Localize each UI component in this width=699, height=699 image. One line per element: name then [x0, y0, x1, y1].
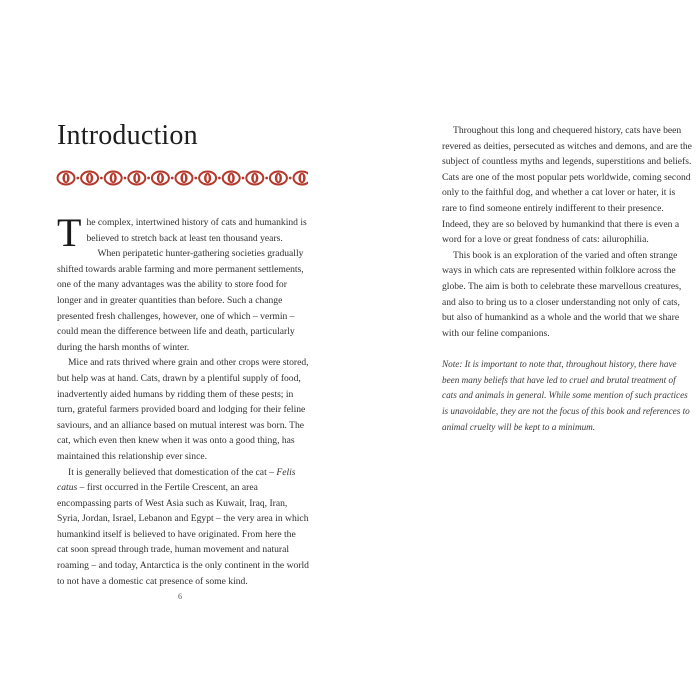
ornament-dot — [147, 177, 150, 180]
drop-cap: T — [57, 210, 82, 255]
right-paragraph-1: Throughout this long and chequered history, cats have been revered as deities, persecuted as witches and demons, and are the subject of countless myths and legends, superstitions and beliefs. Cats are one of the most popular pets worldwide, coming second only to the faithful dog, and whether a cat lover or hater, it is rare to find someone entirely indifferent to their presence. Indeed, they are so beloved by humankind that there is even a word for a love or great fondness of cats: ailurophilia. — [442, 125, 692, 246]
cat-eye-pupil — [112, 174, 114, 181]
cat-eye-pupil — [89, 174, 91, 181]
paragraph-1 — [57, 210, 309, 255]
left-column — [57, 210, 309, 589]
ornament-dot — [218, 177, 221, 180]
editorial-note: Note: It is important to note that, throughout history, there have been many beliefs that have led to cruel and brutal treatment of cats and animals in general. While some mention of such practices is unavoidable, they are not the focus of this book and references to animal cruelty will be kept to a minimum. — [442, 359, 690, 432]
cat-eye-pupil — [207, 174, 209, 181]
ornament-dot — [289, 177, 292, 180]
species-name: Felis catus — [57, 466, 296, 494]
cat-eye-pupil — [301, 174, 303, 181]
cat-eye-pupil — [277, 174, 279, 181]
page-number: 6 — [178, 592, 182, 601]
cat-eye-ornament — [56, 168, 308, 188]
chapter-title: Introduction — [57, 120, 198, 151]
ornament-dot — [124, 177, 127, 180]
ornament-dot — [76, 177, 79, 180]
cat-eye-pupil — [183, 174, 185, 181]
paragraph-2: When peripatetic hunter-gathering societies gradually shifted towards arable farming and more permanent settlements, one of the many advantages was the ability to store food for longer and in greater quantities than before. Such a change presented fresh challenges, however, one of which – vermin – could mean the difference between life and death, particularly during the harsh months of winter. — [57, 248, 304, 353]
right-paragraph-2: This book is an exploration of the varied and often strange ways in which cats are represented within folklore across the globe. The aim is both to celebrate these marvellous creatures, and also to bring us to a closer understanding not only of cats, but also of humankind as a whole and the world that we share with our feline companions. — [442, 249, 682, 339]
ornament-dot — [265, 177, 268, 180]
cat-eye-pupil — [159, 174, 161, 181]
paragraph-4-suffix: – first occurred in the Fertile Crescent, an area encompassing parts of West Asia such as Kuwait, Iraq, Iran, Syria, Jordan, Israel, Lebanon and Egypt – the very area in which humankind itself is believed to have originated. From here the cat soon spread through trade, human movement and natural roaming – and today, Antarctica is the only continent in the world to not have a domestic cat presence of some kind. — [57, 482, 309, 587]
paragraph-1-text: he complex, intertwined history of cats and humankind is believed to stretch back at least ten thousand years. — [86, 217, 307, 244]
paragraph-4 — [57, 465, 309, 590]
ornament-dot — [171, 177, 174, 180]
cat-eye-pupil — [136, 174, 138, 181]
ornament-dot — [194, 177, 197, 180]
paragraph-4-prefix: It is generally believed that domestication of the cat – — [68, 466, 277, 478]
paragraph-3: Mice and rats thrived where grain and other crops were stored, but help was at hand. Cats, drawn by a plentiful supply of food, inadvertently aided humans by ridding them of these pests; in turn, grateful farmers provided board and lodging for their feline saviours, and an alliance based on mutual interest was born. The cat, which even then knew when it was onto a good thing, has maintained this relationship ever since. — [57, 357, 309, 462]
ornament-dot — [242, 177, 245, 180]
cat-eye-pupil — [230, 174, 232, 181]
right-column — [442, 123, 692, 341]
cat-eye-pupil — [65, 174, 67, 181]
ornament-dot — [100, 177, 103, 180]
cat-eye-pupil — [254, 174, 256, 181]
